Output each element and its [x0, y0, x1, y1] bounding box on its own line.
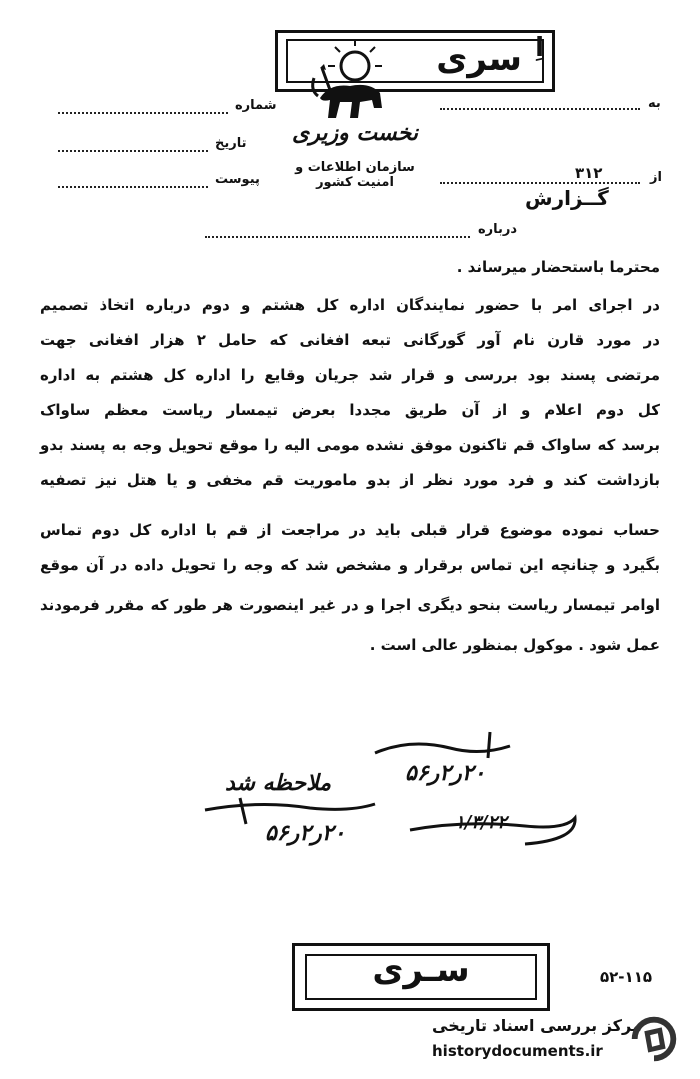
- report-title: گــزارش: [525, 186, 609, 210]
- bottom-stamp-text: سـری: [372, 950, 470, 990]
- body-line: مرتضی پسند بود بررسی و قرار شد جریان وقایع را اداره کل هشتم به اداره: [40, 366, 660, 384]
- archive-logo-icon: [625, 1010, 683, 1068]
- body-line: در مورد قارن نام آور گورگانی تبعه افغانی که حامل ۲ هزار افغانی جهت: [40, 331, 660, 349]
- from-value: ۳۱۲: [575, 164, 603, 182]
- body-line: حساب نموده موضوع قرار قبلی باید در مراجعت از قم با اداره کل دوم تماس: [40, 521, 660, 539]
- stamp-mark: اِ: [535, 33, 544, 63]
- body-line: کل دوم اعلام و از آن طریق مجددا بعرض تیمسار ریاست معظم ساواک: [40, 401, 660, 419]
- body-line: اوامر تیمسار ریاست بنحو دیگری اجرا و در غیر اینصورت هر طور که مقرر فرمودند: [40, 596, 660, 614]
- label-subject: درباره: [478, 222, 518, 237]
- document-number: ۵۲-۱۱۵: [600, 968, 653, 986]
- brand-organization: سازمان اطلاعات و امنیت کشور: [295, 160, 415, 190]
- label-to: به: [648, 96, 661, 111]
- body-line: بگیرد و چنانچه این تماس برقرار و مشخص شد که وجه را تحویل داده در آن موقع: [40, 556, 660, 574]
- salutation: محترما باستحضار میرساند .: [456, 258, 660, 276]
- body-line: بازداشت کند و فرد مورد نظر از بدو ماموریت قم مخفی و یا هتل نیز تصفیه: [40, 471, 660, 489]
- from-line: [440, 182, 640, 184]
- right-handwritten-small: ۱/۳/۲۲: [455, 812, 507, 833]
- top-stamp-text: سری: [436, 39, 522, 79]
- left-handwritten-date: ۲۰ر۲ر۵۶: [265, 820, 346, 846]
- left-handwritten-note: ملاحظه شد: [225, 770, 331, 796]
- date-line: [58, 150, 208, 152]
- right-signature-stroke-icon: [405, 800, 585, 850]
- label-date: تاریخ: [215, 136, 247, 151]
- body-line: عمل شود . موکول بمنظور عالی است .: [369, 636, 660, 654]
- label-number: شماره: [235, 98, 277, 113]
- watermark-url: historydocuments.ir: [432, 1042, 603, 1060]
- number-line: [58, 112, 228, 114]
- label-attachment: پیوست: [215, 172, 260, 187]
- body-line: برسد که ساواک قم تاکنون موفق نشده مومی الیه را موقع تحویل وجه به پسند بدو: [40, 436, 660, 454]
- to-line: [440, 108, 640, 110]
- body-line: در اجرای امر با حضور نمایندگان اداره کل هشتم و دوم درباره اتخاذ تصمیم: [40, 296, 660, 314]
- subject-line: [205, 236, 470, 238]
- label-from: از: [650, 170, 662, 185]
- bottom-secret-stamp: [292, 943, 550, 1011]
- attachment-line: [58, 186, 208, 188]
- brand-ministry: نخست وزیری: [292, 120, 418, 146]
- watermark-text: مرکز بررسی اسناد تاریخی: [432, 1016, 642, 1035]
- right-handwritten-date: ۲۰ر۲ر۵۶: [405, 760, 486, 786]
